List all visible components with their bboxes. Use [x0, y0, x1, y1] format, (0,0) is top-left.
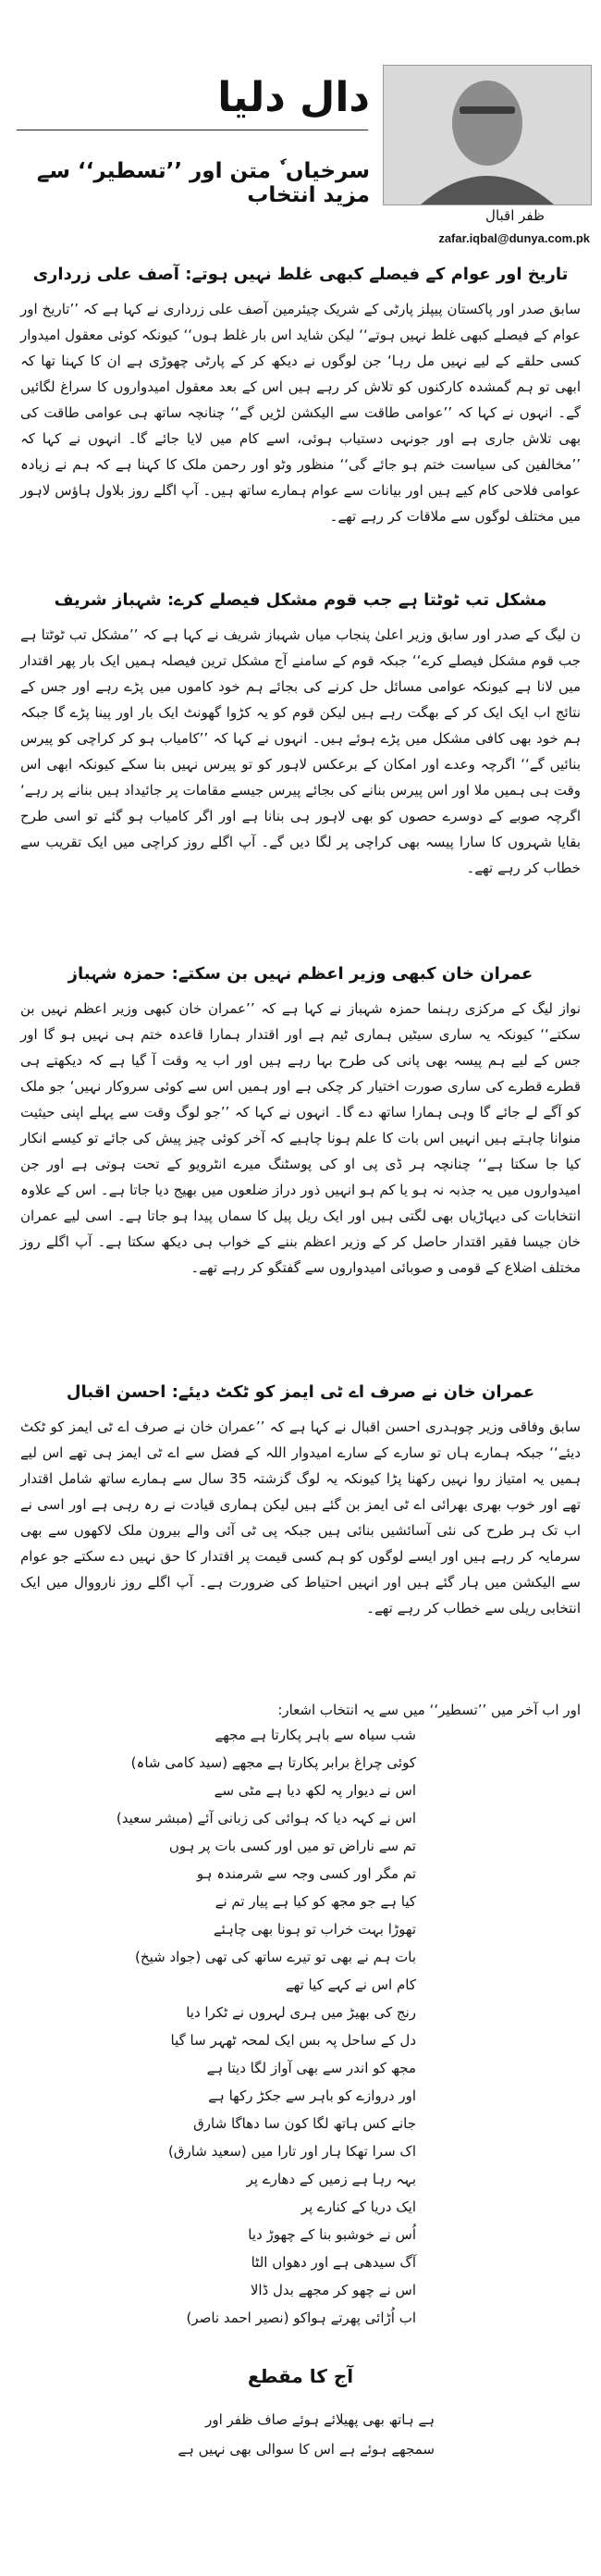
- paragraph-text: سابق صدر اور پاکستان پیپلز پارٹی کے شریک چیئرمین آصف علی زرداری نے کہا ہے کہ ’’تاریخ اور عوام کے فیصلے کبھی غلط نہیں ہوتے‘‘ لیکن شاید اس بار غلط ہوں‘‘ کیونکہ کوئی معقول امیدوار کسی حلقے کے لیے نہیں مل رہا‘ جن لوگوں نے دیکھ کر کے پارٹی چھوڑی ہے ان کا کہنا تھا کہ ابھی تو ہم گمشدہ کارکنوں کو تلاش کر رہے ہیں اس کے بعد معقول امیدواروں کا سراغ لگائیں گے۔ انہوں نے کہا کہ ’’عوامی طاقت سے الیکشن لڑیں گے‘‘ چنانچہ ساتھ ہی عوامی طاقت کی بھی تلاش جاری ہے اور جونہی دستیاب ہوئی، اسے کام میں لایا جائے گا۔ انہوں نے کہا کہ ’’مخالفین کی سیاست ختم ہو جائے گی‘‘ منظور وٹو اور رحمن ملک کا کہنا ہے کہ ہم نے زیادہ عوامی فلاحی کام کیے ہیں اور بیانات سے عوام ہمارے ساتھ ہیں۔ آپ اگلے روز بلاول ہاؤس لاہور میں مختلف لوگوں سے ملاقات کر رہے تھے۔: [20, 301, 581, 525]
- poem-line: آگ سیدھی ہے اور دھواں الٹا: [251, 2254, 416, 2271]
- poem-line: مجھ کو اندر سے بھی آواز لگا دیتا ہے: [206, 2060, 416, 2076]
- poem-line: اس نے کہہ دیا کہ ہوائی کی زبانی آئے (مبشر سعید): [116, 1810, 416, 1827]
- poem-line: بہہ رہا ہے زمیں کے دھارے پر: [246, 2171, 416, 2187]
- maqta-heading: آج کا مقطع: [247, 2365, 354, 2387]
- poem-line: اب اُڑائی پھرتے ہواکو (نصیر احمد ناصر): [186, 2310, 416, 2326]
- poem-intro: [20, 1697, 581, 1723]
- paragraph-text: نواز لیگ کے مرکزی رہنما حمزہ شہباز نے کہا ہے کہ ’’عمران خان کبھی وزیر اعظم نہیں بن سکتے‘‘ کیونکہ یہ ساری سیٹیں ہماری ٹیم ہے اور اقتدار ہمارا قاعدہ ختم ہی نہیں ہو گا اور جس کے لیے ہم پیسہ بھی پانی کی طرح بہا رہے ہیں اور اب یہ وقت آ گیا ہے کہ دیکھتے ہی قطرے قطرے کی ساری صورت اختیار کر چکی ہے اور ہمیں اس سے کوئی سروکار نہیں‘ جو ملک کو آگے لے جائے گا وہی ہمارا ساتھ دے گا۔ انہوں نے کہا کہ ’’جو لوگ وقت سے پہلے اپنی حیثیت منوانا چاہتے ہیں انہیں اس بات کا علم ہونا چاہیے کہ آخر کوئی چیز پیش کی جائے تو کیسے انکار کیا جا سکتا ہے‘‘ چنانچہ ہر ڈی پی او کی پوسٹنگ میرے انٹرویو کے تحت ہوتی ہے اور جن امیدواروں میں یہ جذبہ نہ ہو یا کم ہو انہیں ذور دراز ضلعوں میں بھیج دیا جاتا ہے۔ اس کے علاوہ انتخابات کی دیہاڑیاں بھی لگتی ہیں اور ایک ریل پیل کا سماں پیدا ہو جاتا ہے۔ اسی لیے عمران خان جیسا فقیر اقتدار حاصل کر کے وزیر اعظم بننے کے خواب ہی دیکھ سکتا ہے۔ آپ اگلے روز مختلف اضلاع کے قومی و صوبائی امیدواروں سے گفتگو کر رہے تھے۔: [20, 1000, 581, 1276]
- poem-line: تم مگر اور کسی وجہ سے شرمندہ ہو: [196, 1865, 416, 1882]
- poem-line: شب سیاہ سے باہر پکارتا ہے مجھے: [215, 1727, 416, 1743]
- maqta-line: ہے ہاتھ بھی پھیلائے ہوئے صاف ظفر اور: [205, 2411, 435, 2428]
- paragraph-text: سابق وفاقی وزیر چوہدری احسن اقبال نے کہا ہے کہ ’’عمران خان نے صرف اے ٹی ایمز کو ٹکٹ دیئے‘‘ جبکہ ہمارے ہاں تو سارے کے سارے امیدوار اللہ کے فضل سے اے ٹی ایمز ہی تھے اس لیے ہمیں یہ امتیاز روا نہیں رکھنا پڑا کیونکہ یہ لوگ گزشتہ 35 سال سے ہمارے ساتھ شامل اقتدار تھے اور خوب بھری بھرائی اے ٹی ایمز بن گئے ہیں لیکن ہماری قیادت نے رہ رہی ہے اور اسی نے اب تک ہر طرح کی نئی آسائشیں بنائی ہیں جبکہ پی ٹی آئی والے بیرون ملک لاکھوں سے بھی سرمایہ کر رہے ہیں اور ایسے لوگوں کو ہم کسی قیمت پر اقتدار کا حق نہیں دے سکتے جو عوام سے الیکشن میں ہار گئے ہیں اور انہیں احتیاط کی ضرورت ہے۔ آپ اگلے روز نارووال میں ایک انتخابی ریلی سے خطاب کر رہے تھے۔: [20, 1418, 581, 1616]
- section-heading: تاریخ اور عوام کے فیصلے کبھی غلط نہیں ہوتے: آصف علی زرداری: [32, 265, 569, 284]
- author-name: ظفر اقبال: [485, 207, 545, 224]
- section-paragraph: [20, 1414, 581, 1691]
- poem-line: اس نے دیوار پہ لکھ دیا ہے مٹی سے: [214, 1782, 416, 1799]
- poem-line: کام اس نے کہے کیا تھے: [285, 1976, 416, 1993]
- section-paragraph: [20, 296, 581, 564]
- poem-line: بات ہم نے بھی تو تیرے ساتھ کی تھی (جواد شیخ): [135, 1949, 416, 1965]
- author-portrait-icon: [384, 66, 591, 204]
- poem-intro-text: اور اب آخر میں ’’تسطیر‘‘ میں سے یہ انتخاب اشعار:: [277, 1702, 581, 1718]
- section-heading: عمران خان کبھی وزیر اعظم نہیں بن سکتے: حمزہ شہباز: [67, 964, 534, 984]
- poem-line: تھوڑا بہت خراب تو ہونا بھی چاہئے: [213, 1921, 416, 1938]
- column-subtitle: سرخیاں ٗ متن اور ’’تسطیر‘‘ سے مزید انتخاب: [36, 159, 370, 207]
- section-paragraph: [20, 622, 581, 936]
- poem-line: تم سے ناراض تو میں اور کسی بات پر ہوں: [168, 1838, 416, 1854]
- column-header: [0, 59, 601, 257]
- poem-line: ایک دریا کے کنارے پر: [300, 2198, 416, 2215]
- section-heading: عمران خان نے صرف اے ٹی ایمز کو ٹکٹ دیئے: احسن اقبال: [66, 1382, 535, 1402]
- poem-line: جانے کس ہاتھ لگا کون سا دھاگا شارق: [193, 2115, 416, 2132]
- poem-line: اس نے چھو کر مجھے بدل ڈالا: [250, 2282, 416, 2298]
- poem-line: اُس نے خوشبو بنا کے چھوڑ دیا: [248, 2226, 416, 2243]
- poem-line: اک سرا تھکا ہار اور تارا میں (سعید شارق): [167, 2143, 416, 2160]
- poem-line: اور دروازے کو باہر سے جکڑ رکھا ہے: [208, 2087, 416, 2104]
- column-title: دال دلیا: [217, 74, 370, 121]
- poem-line: کوئی چراغ برابر پکارتا ہے مجھے (سید کامی شاہ): [130, 1754, 416, 1771]
- poem-line: کیا ہے جو مجھ کو کیا ہے پیار تم نے: [215, 1893, 416, 1910]
- poem-line: دل کے ساحل پہ بس ایک لمحہ ٹھہر سا گیا: [170, 2032, 416, 2049]
- section-heading: مشکل تب ٹوٹتا ہے جب قوم مشکل فیصلے کرے: شہباز شریف: [54, 590, 547, 610]
- author-email[interactable]: zafar.iqbal@dunya.com.pk: [438, 231, 590, 245]
- maqta-line: سمجھے ہوئے ہے اس کا سوالی بھی نہیں ہے: [178, 2441, 435, 2458]
- section-paragraph: [20, 996, 581, 1366]
- paragraph-text: ن لیگ کے صدر اور سابق وزیر اعلیٰ پنجاب میاں شہباز شریف نے کہا ہے کہ ’’مشکل تب ٹوٹتا ہے جب قوم مشکل فیصلے کرے‘‘ جبکہ قوم کے سامنے آج مشکل ترین فیصلہ ہمیں ایک بار پھر اقتدار میں لانا ہے کیونکہ عوامی مسائل حل کرنے کی بجائے ہم خود کاموں میں پڑے رہے اور جس کے نتائج اب ایک ایک کر کے بھگت رہے ہیں لیکن قوم کو یہ کڑوا گھونٹ ایک بار اور پینا پڑے گا جبکہ ہم خود بھی کافی مشکل میں پڑے ہوئے ہیں۔ انہوں نے کہا کہ ’’کامیاب ہو کر کراچی کو پیرس بنائیں گے‘‘ اگرچہ وعدے اور امکان کے برعکس لاہور کو تو پیرس نہیں بنا سکے کیونکہ ابھی اس وقت ہی ہمیں ملا اور اس پیرس بنانے کی بجائے پیرس جیسے مقامات پر جائیداد ہیں بنانے پر رہے‘ اگرچہ صوبے کے دوسرے حصوں کو بھی لاہور ہی بنانا ہے اور اگر کامیاب ہو گئے تو اسی طرح بقایا شہروں کا سارا پیسہ بھی کراچی پر لگا دیں گے۔ آپ اگلے روز کراچی میں ایک تقریب سے خطاب کر رہے تھے۔: [20, 626, 581, 876]
- author-photo: [383, 65, 592, 205]
- column-body: [0, 265, 601, 2550]
- poem-line: رنج کی بھیڑ میں ہری لہروں نے ٹکرا دیا: [186, 2004, 416, 2021]
